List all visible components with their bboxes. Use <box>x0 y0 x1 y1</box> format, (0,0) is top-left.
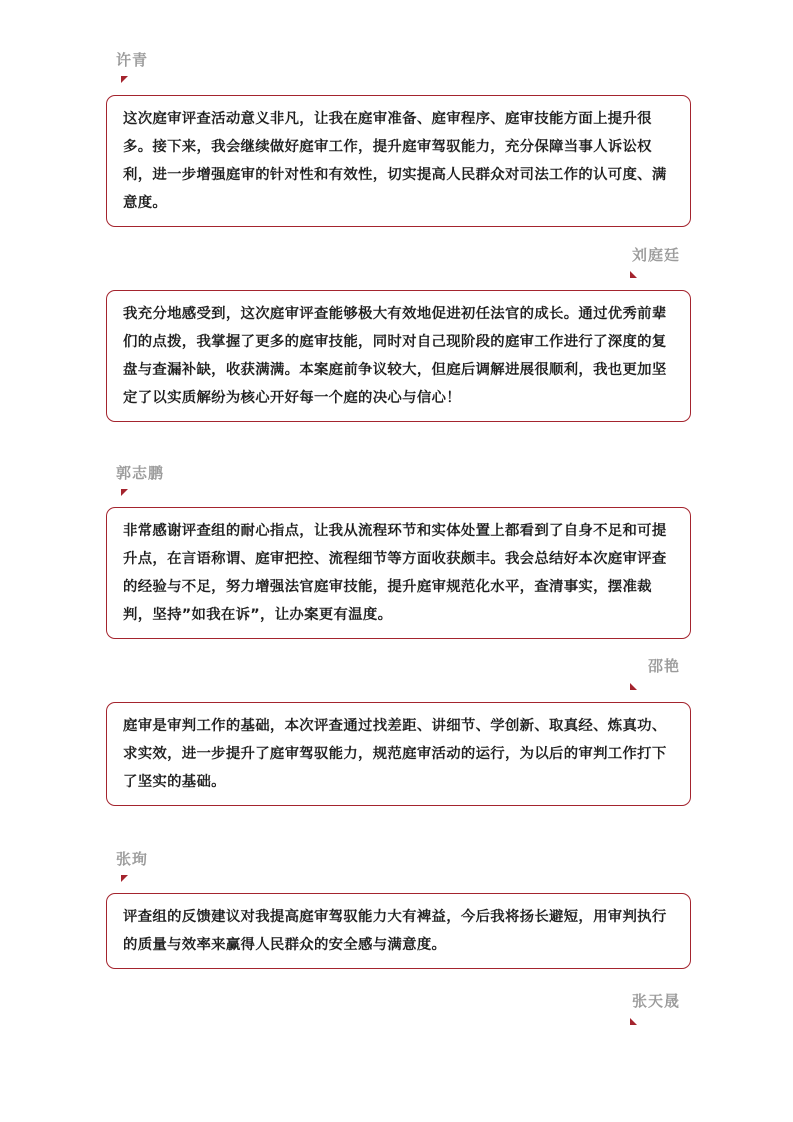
speech-pointer <box>630 683 637 690</box>
commenter-name: 许青 <box>116 51 149 69</box>
speech-pointer <box>121 76 128 83</box>
commenter-name: 张珣 <box>116 850 149 868</box>
speech-pointer <box>121 489 128 496</box>
commenter-name: 张天晟 <box>631 992 680 1010</box>
comment-bubble: 我充分地感受到，这次庭审评查能够极大有效地促进初任法官的成长。通过优秀前辈们的点拨，我掌握了更多的庭审技能，同时对自己现阶段的庭审工作进行了深度的复盘与查漏补缺，收获满满。本案庭前争议较大，但庭后调解进展很顺利，我也更加坚定了以实质解纷为核心开好每一个庭的决心与信心！ <box>106 290 691 422</box>
commenter-name: 邵艳 <box>647 657 680 675</box>
commenter-name: 刘庭廷 <box>631 246 680 264</box>
comment-bubble: 非常感谢评查组的耐心指点，让我从流程环节和实体处置上都看到了自身不足和可提升点，在言语称谓、庭审把控、流程细节等方面收获颇丰。我会总结好本次庭审评查的经验与不足，努力增强法官庭审技能，提升庭审规范化水平，查清事实，摆准裁判，坚持”如我在诉”，让办案更有温度。 <box>106 507 691 639</box>
speech-pointer <box>121 875 128 882</box>
comment-bubble: 庭审是审判工作的基础，本次评查通过找差距、讲细节、学创新、取真经、炼真功、求实效，进一步提升了庭审驾驭能力，规范庭审活动的运行，为以后的审判工作打下了坚实的基础。 <box>106 702 691 806</box>
comment-bubble: 这次庭审评查活动意义非凡，让我在庭审准备、庭审程序、庭审技能方面上提升很多。接下来，我会继续做好庭审工作，提升庭审驾驭能力，充分保障当事人诉讼权利，进一步增强庭审的针对性和有效性，切实提高人民群众对司法工作的认可度、满意度。 <box>106 95 691 227</box>
speech-pointer <box>630 1018 637 1025</box>
commenter-name: 郭志鹏 <box>116 464 165 482</box>
speech-pointer <box>630 271 637 278</box>
comment-bubble: 评查组的反馈建议对我提高庭审驾驭能力大有裨益，今后我将扬长避短，用审判执行的质量与效率来赢得人民群众的安全感与满意度。 <box>106 893 691 969</box>
